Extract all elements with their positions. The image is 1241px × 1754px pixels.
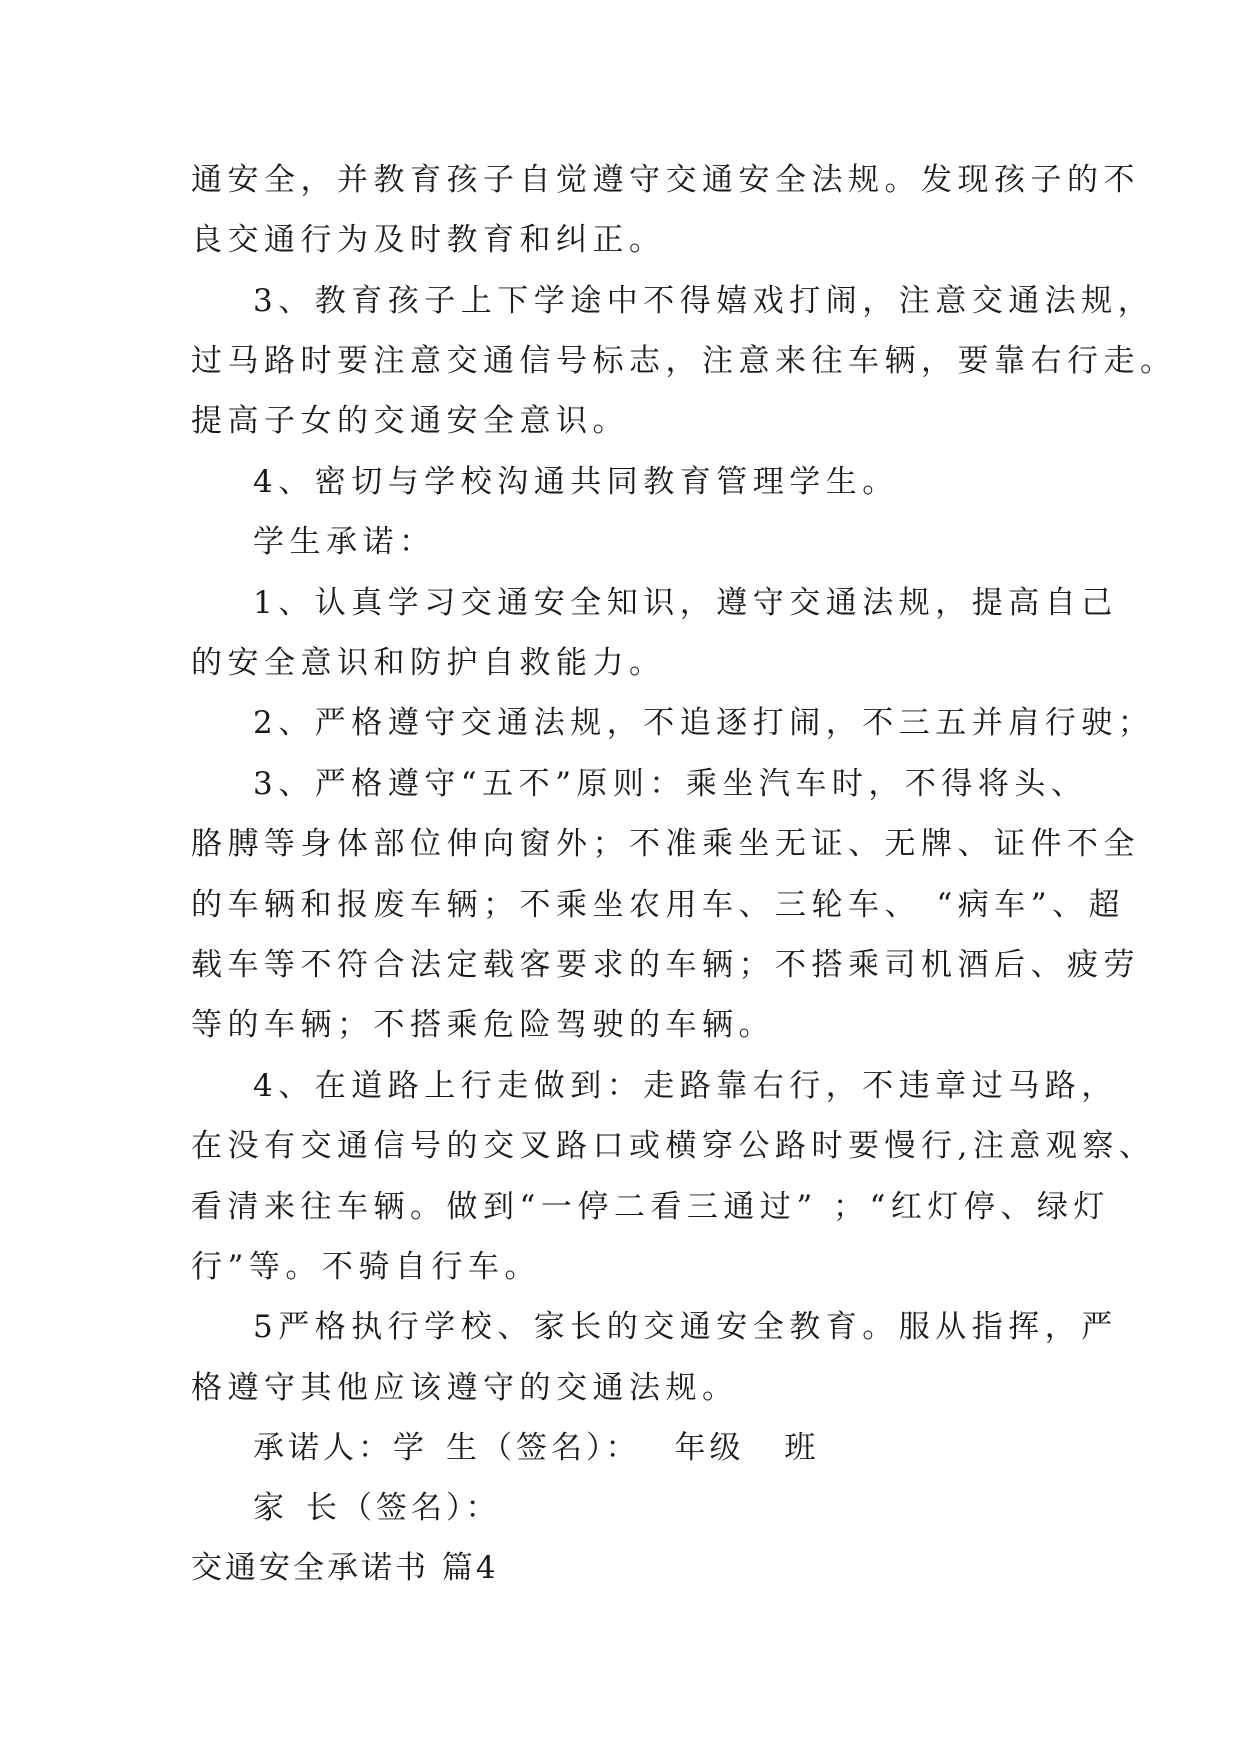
signature-label: 承诺人： bbox=[253, 1430, 393, 1466]
body-text-line: 的安全意识和防护自救能力。 bbox=[191, 645, 666, 681]
body-text-line: 2、严格遵守交通法规，不追逐打闹，不三五并肩行驶； bbox=[253, 705, 1155, 741]
student-label: 学 bbox=[393, 1430, 428, 1466]
body-text-line: 过马路时要注意交通信号标志，注意来往车辆，要靠右行走。 bbox=[191, 343, 1177, 379]
signature-line-student bbox=[253, 1428, 820, 1468]
body-text-line: 载车等不符合法定载客要求的车辆；不搭乘司机酒后、疲劳 bbox=[191, 947, 1140, 983]
student-sign-label: 生（签名）： bbox=[446, 1430, 641, 1466]
parent-sign-label: 长（签名）： bbox=[306, 1490, 501, 1526]
body-text-line: 在没有交通信号的交叉路口或横穿公路时要慢行,注意观察、 bbox=[191, 1128, 1156, 1164]
body-text-line: 看清来往车辆。做到“一停二看三通过” ；“红灯停、绿灯 bbox=[191, 1189, 1110, 1225]
body-text-line: 行”等。不骑自行车。 bbox=[191, 1249, 541, 1285]
body-text-line: 1、认真学习交通安全知识，遵守交通法规，提高自己 bbox=[253, 585, 1118, 621]
body-text-line: 胳膊等身体部位伸向窗外；不准乘坐无证、无牌、证件不全 bbox=[191, 826, 1140, 862]
body-text-line: 的车辆和报废车辆；不乘坐农用车、三轮车、 “病车”、超 bbox=[191, 887, 1126, 923]
body-text-line: 等的车辆；不搭乘危险驾驶的车辆。 bbox=[191, 1007, 775, 1043]
body-text-line: 良交通行为及时教育和纠正。 bbox=[191, 222, 666, 258]
body-text-line: 提高子女的交通安全意识。 bbox=[191, 403, 629, 439]
body-text-line: 3、教育孩子上下学途中不得嬉戏打闹，注意交通法规， bbox=[253, 283, 1155, 319]
parent-label: 家 bbox=[253, 1490, 288, 1526]
body-text-line: 通安全，并教育孩子自觉遵守交通安全法规。发现孩子的不 bbox=[191, 162, 1140, 198]
body-text-line: 5严格执行学校、家长的交通安全教育。服从指挥，严 bbox=[253, 1309, 1118, 1345]
body-text-line: 3、严格遵守“五不”原则：乘坐汽车时，不得将头、 bbox=[253, 766, 1088, 802]
class-label: 班 bbox=[784, 1430, 820, 1466]
grade-label: 年级 bbox=[674, 1430, 745, 1466]
signature-line-parent bbox=[253, 1488, 501, 1528]
body-text-line: 4、在道路上行走做到：走路靠右行，不违章过马路， bbox=[253, 1068, 1118, 1104]
next-section-title: 交通安全承诺书 篇4 bbox=[191, 1550, 499, 1586]
section-heading: 学生承诺： bbox=[253, 524, 436, 560]
body-text-line: 4、密切与学校沟通共同教育管理学生。 bbox=[253, 464, 899, 500]
body-text-line: 格遵守其他应该遵守的交通法规。 bbox=[191, 1370, 739, 1406]
